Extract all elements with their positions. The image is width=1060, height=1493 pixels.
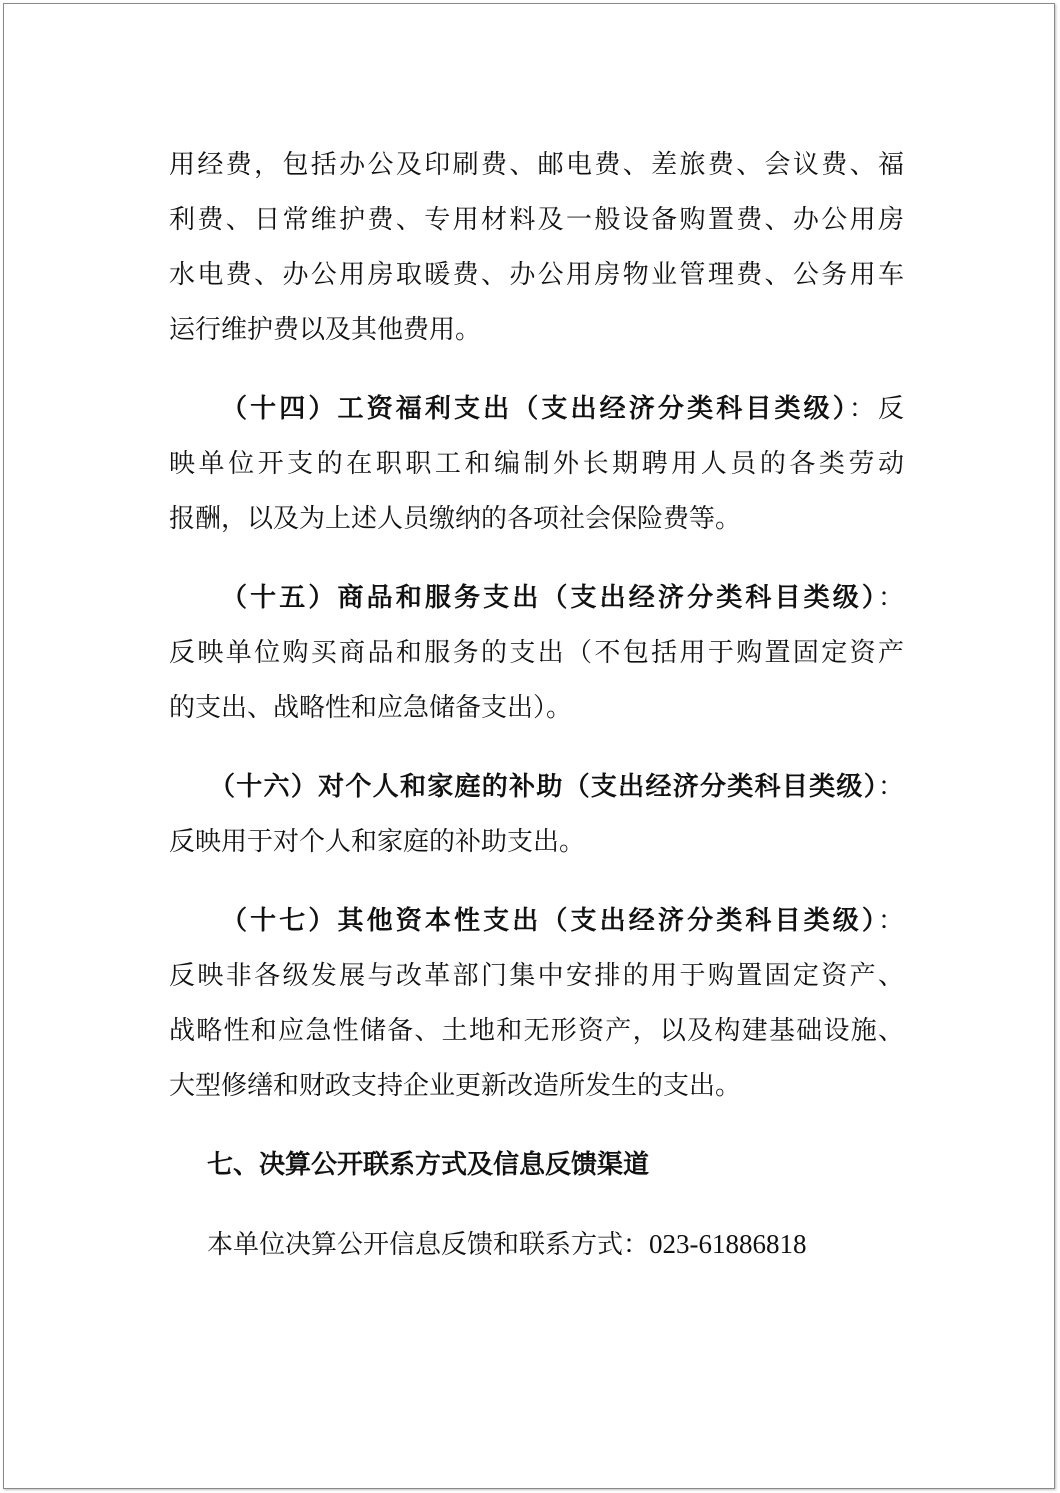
- item-14-line-2: 报酬，以及为上述人员缴纳的各项社会保险费等。: [169, 504, 742, 534]
- intro-line-2: 利费、日常维护费、专用材料及一般设备购置费、办公用房: [169, 205, 904, 235]
- contact-label: 本单位决算公开信息反馈和联系方式：: [207, 1230, 650, 1260]
- item-15-line-2: 的支出、战略性和应急储备支出）。: [169, 693, 573, 723]
- item-15-title-line: [221, 580, 904, 616]
- item-16-line-1: 反映用于对个人和家庭的补助支出。: [169, 827, 586, 857]
- item-14-title-line: [221, 391, 904, 427]
- contact-line: [207, 1226, 807, 1263]
- item-17-title-tail: ：: [877, 906, 904, 936]
- item-16-title-tail: ：: [877, 772, 904, 802]
- item-14-title-tail: ：反: [848, 394, 904, 424]
- intro-line-3: 水电费、办公用房取暖费、办公用房物业管理费、公务用车: [169, 260, 904, 290]
- item-17-line-3: 大型修缮和财政支持企业更新改造所发生的支出。: [169, 1071, 742, 1101]
- item-15-title: （十五）商品和服务支出（支出经济分类科目类级）: [221, 583, 878, 613]
- item-17-title-line: [221, 903, 904, 939]
- item-14-line-1: 映单位开支的在职职工和编制外长期聘用人员的各类劳动: [169, 449, 904, 479]
- item-17-title: （十七）其他资本性支出（支出经济分类科目类级）: [221, 906, 878, 936]
- item-17-line-1: 反映非各级发展与改革部门集中安排的用于购置固定资产、: [169, 961, 904, 991]
- item-16-title-line: [209, 769, 904, 805]
- intro-line-4: 运行维护费以及其他费用。: [169, 315, 482, 345]
- intro-line-1: 用经费，包括办公及印刷费、邮电费、差旅费、会议费、福: [169, 150, 904, 180]
- document-page: [3, 3, 1055, 1489]
- item-15-title-tail: ：: [877, 583, 904, 613]
- contact-phone: 023-61886818: [649, 1229, 807, 1259]
- item-17-line-2: 战略性和应急性储备、土地和无形资产，以及构建基础设施、: [169, 1016, 904, 1046]
- item-16-title: （十六）对个人和家庭的补助（支出经济分类科目类级）: [209, 772, 878, 802]
- item-14-title: （十四）工资福利支出（支出经济分类科目类级）: [221, 394, 849, 424]
- section-7-heading: 七、决算公开联系方式及信息反馈渠道: [207, 1150, 650, 1180]
- item-15-line-1: 反映单位购买商品和服务的支出（不包括用于购置固定资产: [169, 638, 904, 668]
